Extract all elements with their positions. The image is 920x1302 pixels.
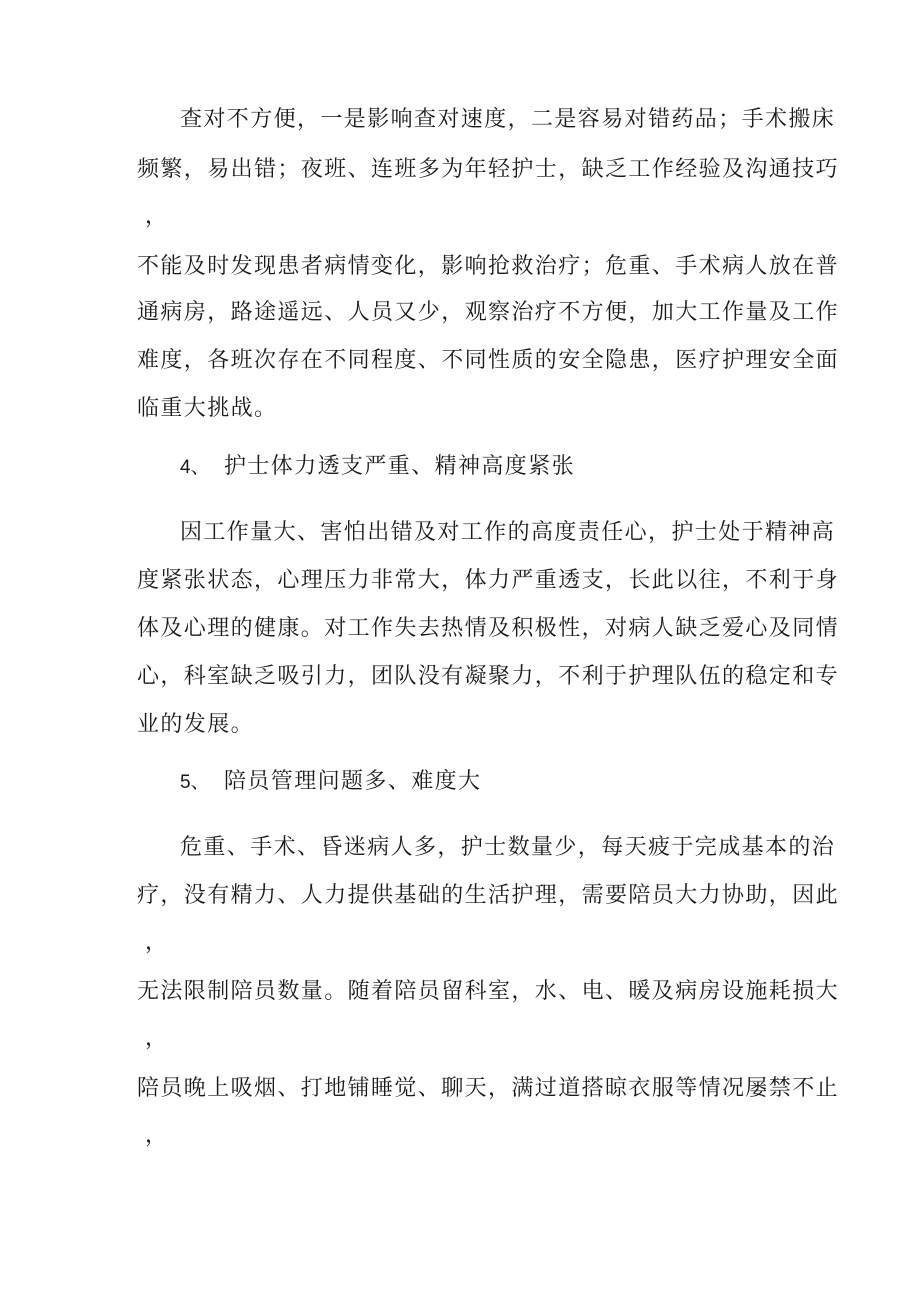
section-title: 陪员管理问题多、难度大 [224,769,482,794]
paragraph-line: 度紧张状态，心理压力非常大，体力严重透支，长此以往，不利于身 [137,568,840,593]
section-heading-5 [180,767,481,798]
paragraph-line: 危重、手术、昏迷病人多，护士数量少，每天疲于完成基本的治 [180,835,836,860]
paragraph-line: 难度，各班次存在不同程度、不同性质的安全隐患，医疗护理安全面 [137,348,840,373]
paragraph-line: ， [145,204,169,229]
section-number: 4、 [180,457,210,478]
paragraph-line: 疗，没有精力、人力提供基础的生活护理，需要陪员大力协助，因此 [137,883,840,908]
paragraph-line: 通病房，路途遥远、人员又少，观察治疗不方便，加大工作量及工作 [137,300,840,325]
paragraph-line: 业的发展。 [137,712,255,737]
paragraph-line: 体及心理的健康。对工作失去热情及积极性，对病人缺乏爱心及同情 [137,616,840,641]
paragraph-line: ， [145,930,169,955]
paragraph-line: 因工作量大、害怕出错及对工作的高度责任心，护士处于精神高 [180,520,836,545]
section-heading-4 [180,452,575,483]
paragraph-line: ， [145,1026,169,1051]
paragraph-line: 陪员晚上吸烟、打地铺睡觉、聊天，满过道搭晾衣服等情况屡禁不止 [137,1076,840,1101]
paragraph-line: 不能及时发现患者病情变化，影响抢救治疗；危重、手术病人放在普 [137,254,840,279]
paragraph-line: 频繁，易出错；夜班、连班多为年轻护士，缺乏工作经验及沟通技巧 [137,157,840,182]
section-title: 护士体力透支严重、精神高度紧张 [224,454,576,479]
paragraph-line: 心，科室缺乏吸引力，团队没有凝聚力，不利于护理队伍的稳定和专 [137,664,840,689]
paragraph-line: 临重大挑战。 [137,396,278,421]
paragraph-line: 无法限制陪员数量。随着陪员留科室，水、电、暖及病房设施耗损大 [137,979,840,1004]
paragraph-line: ， [145,1123,169,1148]
paragraph-line: 查对不方便，一是影响查对速度，二是容易对错药品；手术搬床 [180,107,836,132]
section-number: 5、 [180,772,210,793]
